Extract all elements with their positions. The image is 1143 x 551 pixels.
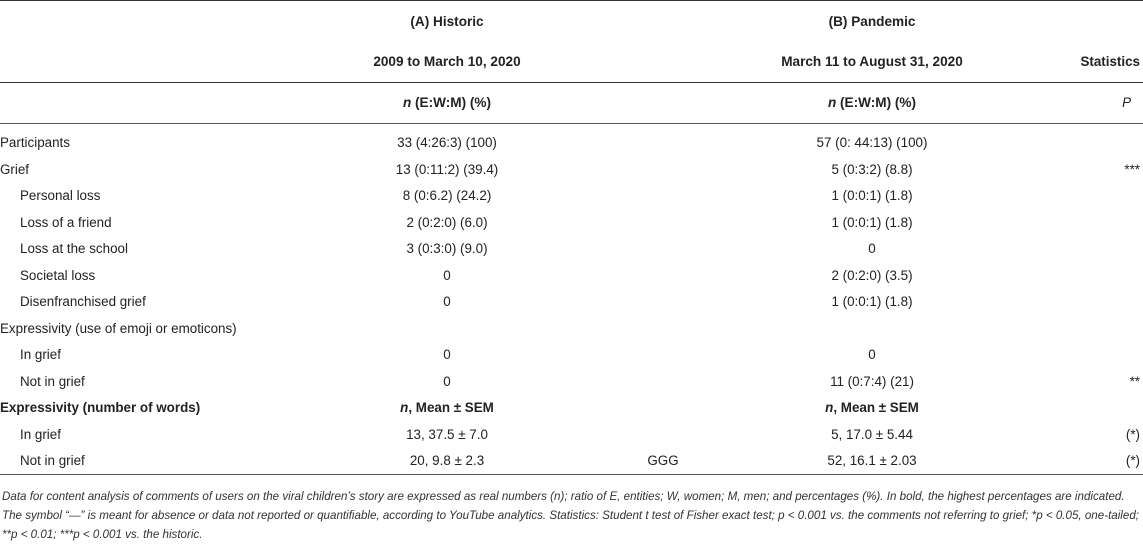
header-row-periods <box>0 42 1143 83</box>
period-b-heading: March 11 to August 31, 2020 <box>742 42 1002 83</box>
stray-text: GGG <box>584 448 742 475</box>
group-b-heading: (B) Pandemic <box>742 1 1002 42</box>
header-row-units <box>0 82 1143 123</box>
table-row: Not in grief 20, 9.8 ± 2.3 GGG 52, 16.1 ± 2.03 (*) <box>0 448 1143 475</box>
table-row: Societal loss 0 2 (0:2:0) (3.5) <box>20 267 913 283</box>
statistics-heading: Statistics <box>1002 42 1143 83</box>
unit-a-heading: n (E:W:M) (%) <box>310 82 584 123</box>
table-row: Personal loss 8 (0:6.2) (24.2) 1 (0:0:1) (1.8) <box>20 188 913 204</box>
p-value-heading: P <box>1002 82 1143 123</box>
n-symbol: n <box>827 95 837 110</box>
table-footnote: Data for content analysis of comments of users on the viral children’s story are expressed as real numbers (n); ratio of E, entities; W, women; M, men; and percentages (%). In bold, the highest percentages are indicated. The symbol “—” is meant for absence or data not reported or quantifiable, according to YouTube analytics. Statistics: Student t test of Fisher exact test; p < 0.001 vs. the comments not referring to grief; *p < 0.05, one-tailed; **p < 0.01; ***p < 0.001 vs. the historic. <box>2 490 1140 541</box>
table-row: Expressivity (number of words) n, Mean ± SEM n, Mean ± SEM <box>0 400 919 416</box>
unit-b-heading: n (E:W:M) (%) <box>742 82 1002 123</box>
table-row: In grief 13, 37.5 ± 7.0 5, 17.0 ± 5.44 (*) <box>20 426 1140 442</box>
table-row: Expressivity (use of emoji or emoticons) <box>0 320 237 336</box>
table-row: Loss of a friend 2 (0:2:0) (6.0) 1 (0:0:1) (1.8) <box>20 214 913 230</box>
group-a-heading: (A) Historic <box>310 1 584 42</box>
table-row: Disenfranchised grief 0 1 (0:0:1) (1.8) <box>20 294 913 310</box>
header-row-groups <box>0 1 1143 42</box>
period-a-heading: 2009 to March 10, 2020 <box>310 42 584 83</box>
n-symbol: n <box>402 95 412 110</box>
table-row: Loss at the school 3 (0:3:0) (9.0) 0 <box>20 241 876 257</box>
table-row: Not in grief 0 11 (0:7:4) (21) ** <box>20 373 1140 389</box>
table-row: Participants 33 (4:26:3) (100) 57 (0: 44:13) (100) <box>0 135 928 151</box>
table-row: In grief 0 0 <box>20 347 876 363</box>
table-row: Grief 13 (0:11:2) (39.4) 5 (0:3:2) (8.8) *** <box>0 161 1140 177</box>
